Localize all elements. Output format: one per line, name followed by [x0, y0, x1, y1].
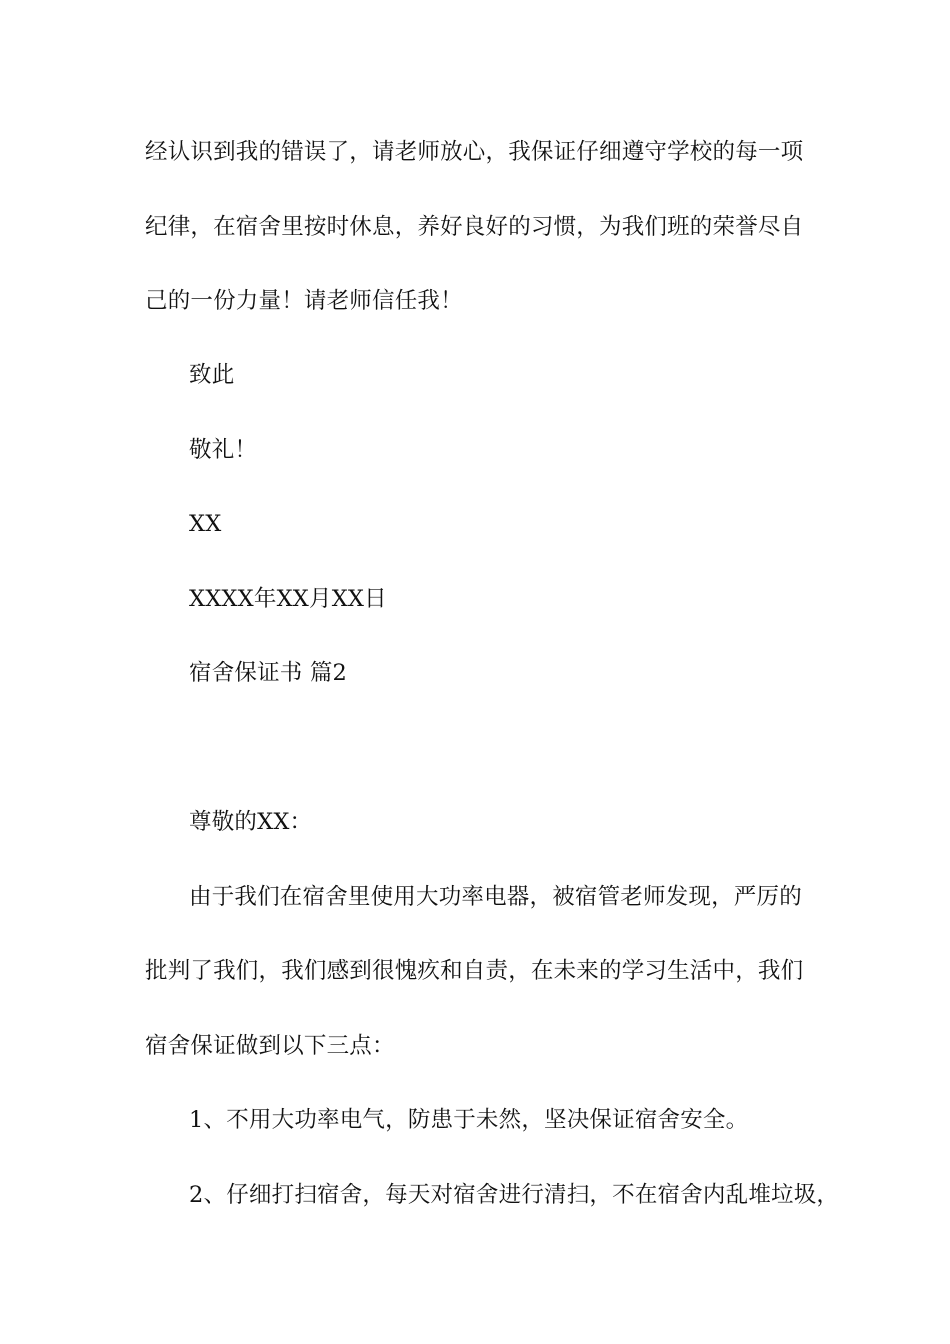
list-item: 2、仔细打扫宿舍，每天对宿舍进行清扫，不在宿舍内乱堆垃圾， [189, 1182, 840, 1208]
paragraph-line: 纪律，在宿舍里按时休息，养好良好的习惯，为我们班的荣誉尽自 [145, 214, 804, 240]
paragraph-line: 由于我们在宿舍里使用大功率电器，被宿管老师发现，严厉的 [189, 884, 802, 910]
paragraph-line: 经认识到我的错误了，请老师放心，我保证仔细遵守学校的每一项 [145, 139, 804, 165]
greeting: 尊敬的XX： [189, 809, 313, 835]
signature-name: XX [189, 511, 222, 537]
signature-date: XXXX年XX月XX日 [189, 586, 387, 612]
closing-phrase: 致此 [189, 362, 235, 388]
list-item: 1、不用大功率电气，防患于未然，坚决保证宿舍安全。 [189, 1107, 749, 1133]
paragraph-line: 己的一份力量！请老师信任我！ [145, 288, 463, 314]
paragraph-line: 批判了我们，我们感到很愧疚和自责，在未来的学习生活中，我们 [145, 958, 804, 984]
paragraph-line: 宿舍保证做到以下三点： [145, 1033, 395, 1059]
salutation-closing: 敬礼！ [189, 437, 258, 463]
section-title: 宿舍保证书 篇2 [189, 660, 348, 686]
